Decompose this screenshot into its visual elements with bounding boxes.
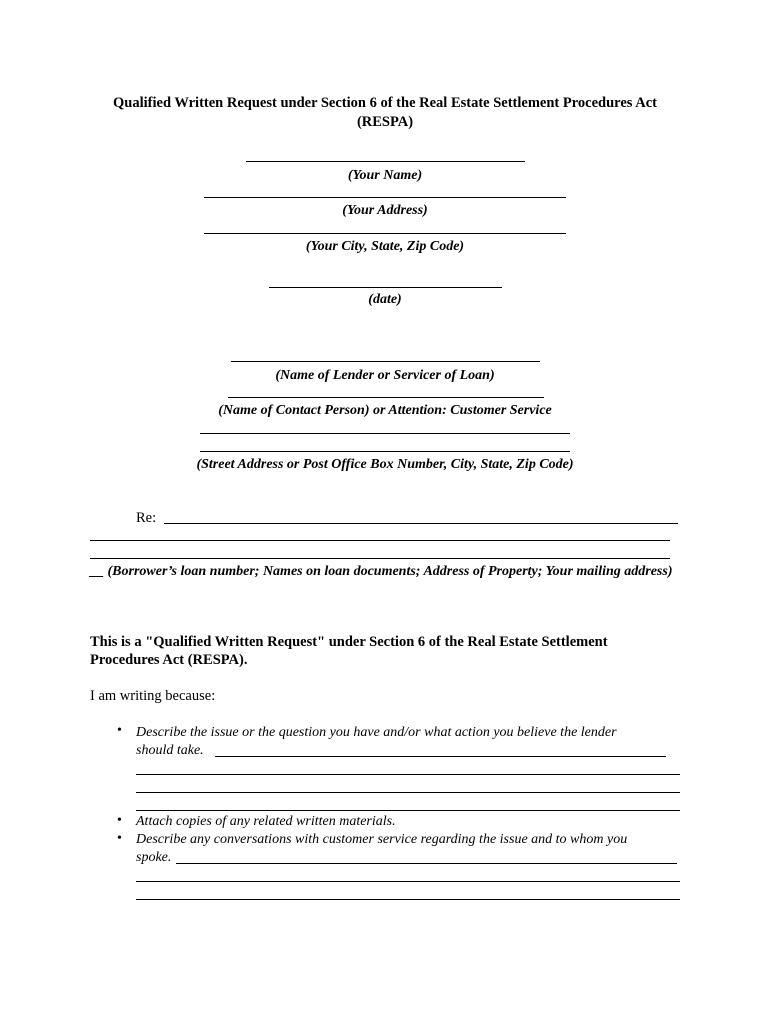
re-line-2[interactable] [90, 540, 670, 541]
title-line-2: (RESPA) [356, 114, 414, 130]
intro-statement: This is a "Qualified Written Request" under Section 6 of the Real Estate Settlement Procedures Act (RESPA). [90, 634, 608, 668]
bullet-1-answer-line-2[interactable] [136, 792, 680, 793]
contact-line[interactable] [228, 397, 544, 398]
document-title [80, 94, 690, 132]
bullet-3-line1: Describe any conversations with customer service regarding the issue and to whom you [136, 832, 628, 847]
date-label: (date) [368, 292, 402, 307]
borrower-info-label [90, 563, 675, 581]
bullet-1-answer-line-3[interactable] [136, 810, 680, 811]
bullet-3-answer-line-2[interactable] [136, 899, 680, 900]
bullet-1 [136, 724, 681, 760]
your-city-line[interactable] [204, 233, 566, 234]
title-line-1: Qualified Written Request under Section 6 of the Real Estate Settlement Procedures Act [113, 95, 657, 111]
re-line-1[interactable] [164, 523, 678, 524]
re-label: Re: [136, 510, 157, 526]
your-address-label: (Your Address) [342, 203, 428, 218]
bullet-2-marker: • [117, 813, 122, 828]
re-line-3[interactable] [90, 558, 670, 559]
bullet-3-answer-line-1[interactable] [136, 881, 680, 882]
lender-label: (Name of Lender or Servicer of Loan) [275, 368, 495, 383]
bullet-3-marker: • [117, 831, 122, 846]
your-address-line[interactable] [204, 197, 566, 198]
bullet-3-answer-line-0[interactable] [176, 863, 677, 864]
your-name-line[interactable] [246, 161, 525, 162]
contact-label: (Name of Contact Person) or Attention: Customer Service [218, 403, 552, 418]
lender-line[interactable] [231, 361, 540, 362]
your-city-label: (Your City, State, Zip Code) [305, 239, 465, 254]
street-label: (Street Address or Post Office Box Number, City, State, Zip Code) [196, 457, 574, 472]
bullet-1-answer-line-1[interactable] [136, 774, 680, 775]
bullet-1-answer-line-0[interactable] [215, 756, 666, 757]
bullet-1-line2: should take. [136, 743, 204, 758]
street-line-1[interactable] [200, 433, 570, 434]
writing-because: I am writing because: [90, 688, 216, 704]
borrower-text: (Borrower’s loan number; Names on loan documents; Address of Property; Your mailing address) [107, 564, 673, 579]
your-name-label: (Your Name) [347, 168, 423, 183]
bullet-2-line1: Attach copies of any related written materials. [136, 814, 396, 829]
bullet-2 [136, 813, 681, 831]
bullet-3 [136, 831, 681, 867]
bullet-1-line1: Describe the issue or the question you have and/or what action you believe the lender [136, 725, 617, 740]
bullet-3-line2: spoke. [136, 850, 172, 865]
borrower-blank: __ [90, 564, 104, 579]
bullet-1-marker: • [117, 723, 122, 738]
date-line[interactable] [269, 287, 502, 288]
street-line-2[interactable] [200, 451, 570, 452]
